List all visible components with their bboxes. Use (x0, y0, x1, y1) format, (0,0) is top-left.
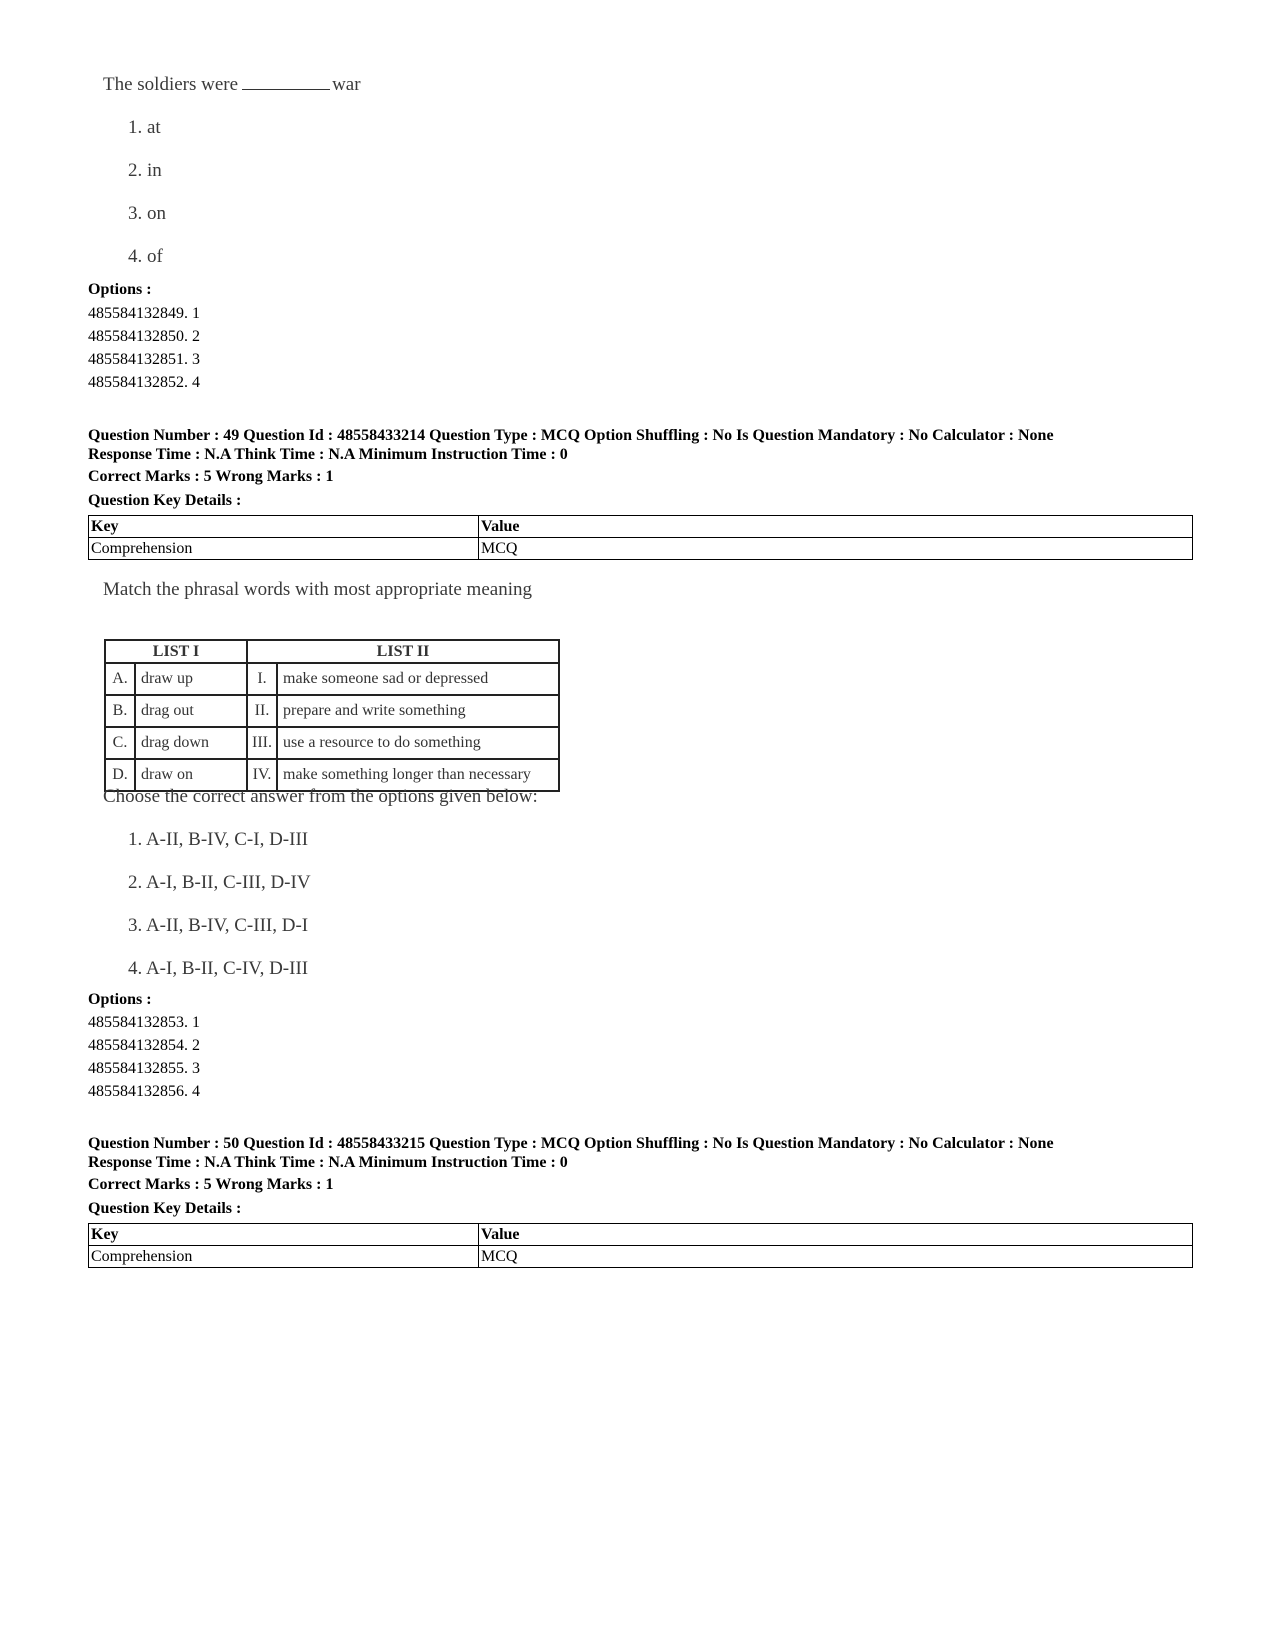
q48-option-3: 485584132851. 3 (88, 351, 200, 368)
q48-option-4: 485584132852. 4 (88, 374, 200, 391)
q48-choice-2: 2. in (128, 160, 162, 181)
q50-meta-line1: Question Number : 50 Question Id : 48558433215 Question Type : MCQ Option Shuffling : No Is Question Mandatory : No Calculator : None (88, 1135, 1054, 1152)
match-meaning: make someone sad or depressed (277, 663, 559, 695)
q49-meta-line1: Question Number : 49 Question Id : 48558433214 Question Type : MCQ Option Shuffling : No Is Question Mandatory : No Calculator : None (88, 427, 1054, 444)
table-header-row (89, 1224, 1193, 1246)
match-numeral: II. (247, 695, 277, 727)
q49-choice-2: 2. A-I, B-II, C-III, D-IV (128, 872, 311, 893)
q50-key-table (88, 1223, 1193, 1268)
match-phrase: drag out (135, 695, 247, 727)
q49-stem: Match the phrasal words with most appropriate meaning (103, 579, 532, 600)
q48-options-label: Options : (88, 281, 152, 298)
q48-blank (242, 75, 330, 90)
table-row (89, 1246, 1193, 1268)
match-letter: D. (105, 759, 135, 791)
q50-key-details-label: Question Key Details : (88, 1200, 242, 1217)
q49-choice-4: 4. A-I, B-II, C-IV, D-III (128, 958, 309, 979)
q49-meta-line2: Response Time : N.A Think Time : N.A Minimum Instruction Time : 0 (88, 446, 568, 463)
match-row (105, 663, 559, 695)
match-row (105, 695, 559, 727)
match-phrase: drag down (135, 727, 247, 759)
q49-choice-1: 1. A-II, B-IV, C-I, D-III (128, 829, 309, 850)
q48-choice-4: 4. of (128, 246, 163, 267)
match-meaning: use a resource to do something (277, 727, 559, 759)
q49-option-2: 485584132854. 2 (88, 1037, 200, 1054)
q49-marks: Correct Marks : 5 Wrong Marks : 1 (88, 468, 334, 485)
match-phrase: draw up (135, 663, 247, 695)
q49-match-table (104, 639, 560, 792)
value-cell: MCQ (479, 538, 1193, 560)
table-row (89, 538, 1193, 560)
match-phrase: draw on (135, 759, 247, 791)
q48-option-2: 485584132850. 2 (88, 328, 200, 345)
q48-stem-after: war (332, 74, 361, 95)
key-cell: Comprehension (89, 538, 479, 560)
match-numeral: IV. (247, 759, 277, 791)
q48-stem (103, 74, 361, 96)
value-header: Value (479, 1224, 1193, 1246)
q49-meta (88, 426, 1208, 464)
match-numeral: III. (247, 727, 277, 759)
list2-header: LIST II (247, 640, 559, 663)
q49-options-label: Options : (88, 991, 152, 1008)
match-letter: A. (105, 663, 135, 695)
match-meaning: make something longer than necessary (277, 759, 559, 791)
match-meaning: prepare and write something (277, 695, 559, 727)
match-letter: C. (105, 727, 135, 759)
q50-marks: Correct Marks : 5 Wrong Marks : 1 (88, 1176, 334, 1193)
q50-meta-line2: Response Time : N.A Think Time : N.A Minimum Instruction Time : 0 (88, 1154, 568, 1171)
match-header-row (105, 640, 559, 663)
value-header: Value (479, 516, 1193, 538)
q49-choice-3: 3. A-II, B-IV, C-III, D-I (128, 915, 309, 936)
match-numeral: I. (247, 663, 277, 695)
key-cell: Comprehension (89, 1246, 479, 1268)
q49-option-1: 485584132853. 1 (88, 1014, 200, 1031)
key-header: Key (89, 1224, 479, 1246)
q49-option-4: 485584132856. 4 (88, 1083, 200, 1100)
q48-choice-3: 3. on (128, 203, 166, 224)
q49-key-details-label: Question Key Details : (88, 492, 242, 509)
q50-meta (88, 1134, 1208, 1172)
q49-key-table (88, 515, 1193, 560)
key-header: Key (89, 516, 479, 538)
q49-instruction: Choose the correct answer from the options given below: (103, 786, 538, 807)
q49-option-3: 485584132855. 3 (88, 1060, 200, 1077)
list1-header: LIST I (105, 640, 247, 663)
value-cell: MCQ (479, 1246, 1193, 1268)
match-letter: B. (105, 695, 135, 727)
q48-stem-before: The soldiers were (103, 74, 239, 95)
table-header-row (89, 516, 1193, 538)
q48-choice-1: 1. at (128, 117, 161, 138)
match-row (105, 727, 559, 759)
q48-option-1: 485584132849. 1 (88, 305, 200, 322)
